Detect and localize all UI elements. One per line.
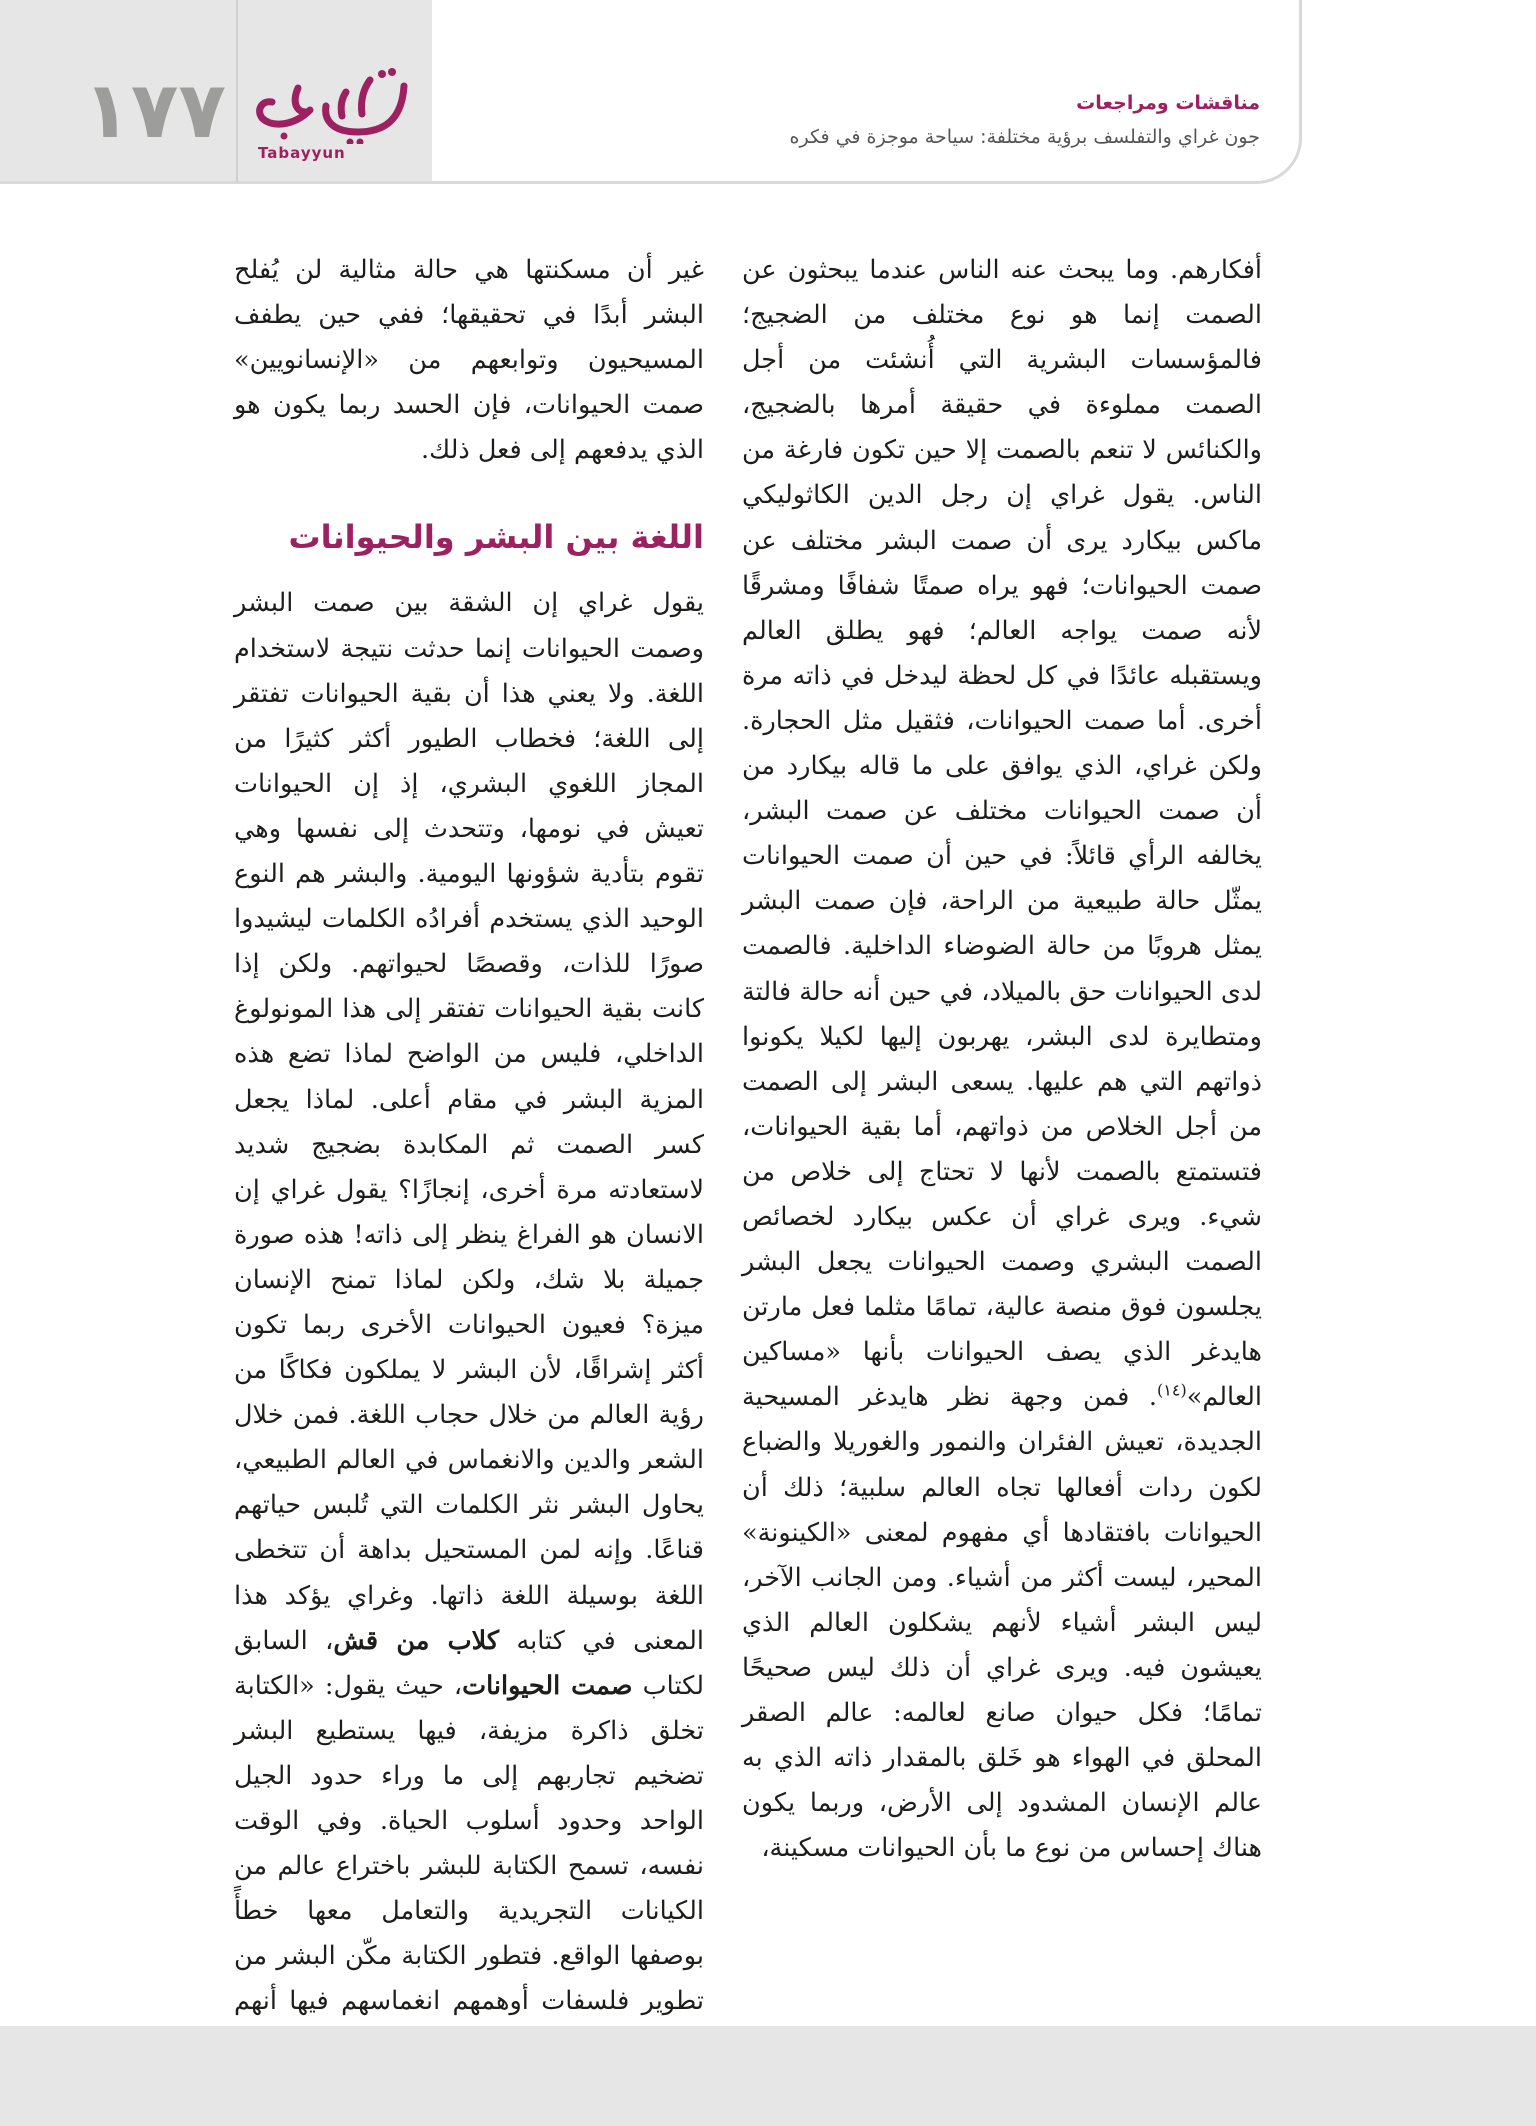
page-footer <box>0 2026 1536 2126</box>
paragraph-text: يقول غراي إن الشقة بين صمت البشر وصمت الحيوانات إنما حدثت نتيجة لاستخدام اللغة. ولا يعني هذا أن بقية الحيوانات تفتقر إلى اللغة؛ فخطاب الطيور أكثر كثيرًا من المجاز اللغوي البشري، إذ إن الحيوانات تعيش في نومها، وتتحدث إلى نفسها وهي تقوم بتأدية شؤونها اليومية. والبشر هم النوع الوحيد الذي يستخدم أفرادُه الكلمات ليشيدوا صورًا للذات، وقصصًا لحيواتهم. ولكن إذا كانت بقية الحيوانات تفتقر إلى هذا المونولوغ الداخلي، فليس من الواضح لماذا تضع هذه المزية البشر في مقام أعلى. لماذا يجعل كسر الصمت ثم المكابدة بضجيج شديد لاستعادته مرة أخرى، إنجازًا؟ يقول غراي إن الانسان هو الفراغ ينظر إلى ذاته! هذه صورة جميلة بلا شك، ولكن لماذا تمنح الإنسان ميزة؟ فعيون الحيوانات الأخرى ربما تكون أكثر إشراقًا، لأن البشر لا يملكون فكاكًا من رؤية العالم من خلال حجاب اللغة. فمن خلال الشعر والدين والانغماس في العالم الطبيعي، يحاول البشر نثر الكلمات التي تُلبس حياتهم قناعًا. وإنه لمن المستحيل بداهة أن تتخطى اللغة بوسيلة اللغة ذاتها. وغراي يؤكد هذا المعنى في كتابه <box>234 588 705 1656</box>
page-number: ١٧٧ <box>83 66 226 156</box>
tabayyun-logo <box>254 66 414 166</box>
book-title-straw-dogs: كلاب من قش <box>333 1625 499 1656</box>
section-heading: اللغة بين البشر والحيوانات <box>288 518 704 557</box>
header-divider <box>236 0 238 182</box>
paragraph-text: ، حيث يقول: «الكتابة تخلق ذاكرة مزيفة، فيها يستطيع البشر تضخيم تجاربهم إلى ما وراء حدود الجيل الواحد وحدود أسلوب الحياة. وفي الوقت نفسه، تسمح الكتابة للبشر باختراع عالم من الكيانات التجريدية والتعامل معها خطأً بوصفها الواقع. فتطور الكتابة مكّن البشر من تطوير فلسفات أوهمهم انغماسهم فيها أنهم <box>234 1670 704 2017</box>
article-subtitle: جون غراي والتفلسف برؤية مختلفة: سياحة موجزة في فكره <box>789 126 1260 148</box>
paragraph-text: أفكارهم. وما يبحث عنه الناس عندما يبحثون عن الصمت إنما هو نوع مختلف من الضجيج؛ فالمؤسسات البشرية التي أُنشئت من أجل الصمت مملوءة في حقيقة أمرها بالضجيج، والكنائس لا تنعم بالصمت إلا حين تكون فارغة من الناس. يقول غراي إن رجل الدين الكاثوليكي ماكس بيكارد يرى أن صمت البشر مختلف عن صمت الحيوانات؛ فهو يراه صمتًا شفافًا ومشرقًا لأنه صمت يواجه العالم؛ فهو يطلق العالم ويستقبله عائدًا في كل لحظة ليدخل في ذاته مرة أخرى. أما صمت الحيوانات، فثقيل مثل الحجارة. ولكن غراي، الذي يوافق على ما قاله بيكارد من أن صمت الحيوانات مختلف عن صمت البشر، يخالفه الرأي قائلاً: في حين أن صمت الحيوانات يمثّل حالة طبيعية من الراحة، فإن صمت البشر يمثل هروبًا من حالة الضوضاء الداخلية. فالصمت لدى الحيوانات حق بالميلاد، في حين أنه حالة فالتة ومتطايرة لدى البشر، يهربون إليها لكيلا يكونوا ذواتهم التي هم عليها. يسعى البشر إلى الصمت من أجل الخلاص من ذواتهم، أما بقية الحيوانات، فتستمتع بالصمت لأنها لا تحتاج إلى خلاص من شيء. ويرى غراي أن عكس بيكارد لخصائص الصمت البشري وصمت الحيوانات يجعل البشر يجلسون فوق منصة عالية، تمامًا مثلما فعل مارتن هايدغر الذي يصف الحيوانات بأنها «مساكين العالم» <box>742 255 1262 1413</box>
right-text-column <box>742 248 1262 1871</box>
tabayyun-logo-mark <box>254 66 414 144</box>
left-column-paragraph <box>234 581 704 2069</box>
logo-latin-text: Tabayyun <box>258 144 346 162</box>
section-title: مناقشات ومراجعات <box>1076 92 1260 114</box>
footnote-ref-14: (١٤) <box>1157 1380 1187 1400</box>
left-text-column <box>234 248 704 2070</box>
paragraph-text: ، السابق لكتاب <box>234 1625 704 1701</box>
right-column-paragraph <box>742 248 1262 1871</box>
book-title-silence-of-animals: صمت الحيوانات <box>462 1670 633 1701</box>
left-column-opening-paragraph: غير أن مسكنتها هي حالة مثالية لن يُفلح البشر أبدًا في تحقيقها؛ ففي حين يطفف المسيحيون وتوابعهم من «الإنسانويين» صمت الحيوانات، فإن الحسد ربما يكون هو الذي يدفعهم إلى فعل ذلك. <box>234 255 704 466</box>
paragraph-text-continued: . فمن وجهة نظر هايدغر المسيحية الجديدة، تعيش الفئران والنمور والغوريلا والضباع لكون ردات أفعالها تجاه العالم سلبية؛ ذلك أن الحيوانات بافتقادها أي مفهوم لمعنى «الكينونة» المحير، ليست أكثر من أشياء. ومن الجانب الآخر، ليس البشر أشياء لأنهم يشكلون العالم الذي يعيشون فيه. ويرى غراي أن ذلك ليس صحيحًا تمامًا؛ فكل حيوان صانع لعالمه: عالم الصقر المحلق في الهواء هو خَلق بالمقدار ذاته الذي به عالم الإنسان المشدود إلى الأرض، وربما يكون هناك إحساس من نوع ما بأن الحيوانات مسكينة، <box>742 1382 1262 1864</box>
